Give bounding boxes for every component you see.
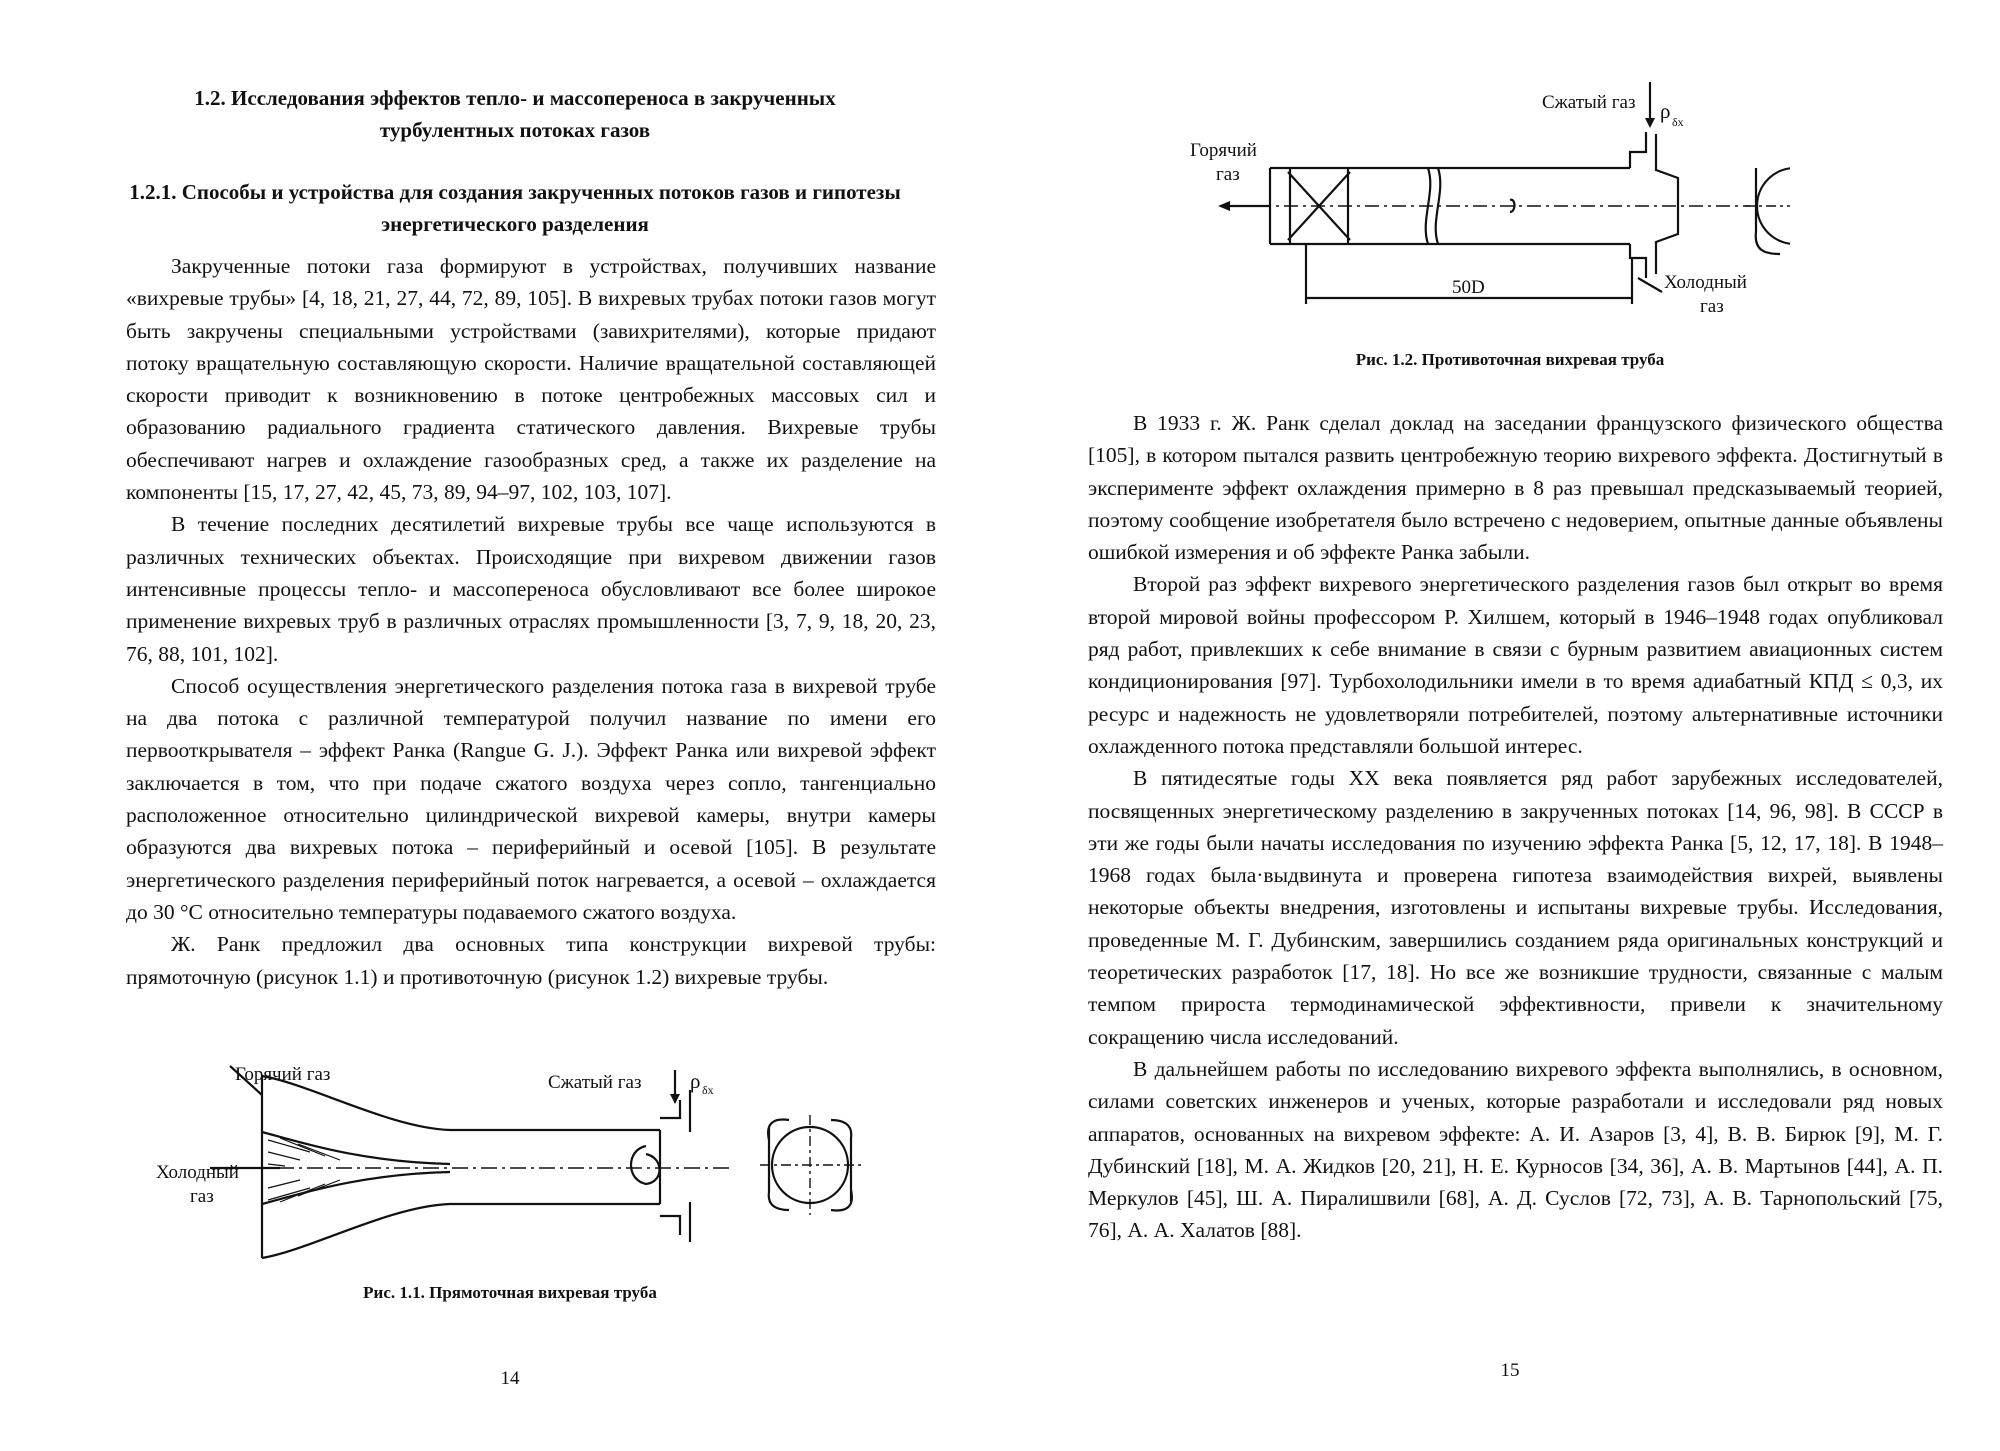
figure-1-1-cross-section — [755, 1110, 875, 1220]
fig2-length-label: 50D — [1452, 277, 1485, 298]
left-body-text — [126, 250, 936, 993]
subsection-title: 1.2.1. Способы и устройства для создания закрученных потоков газов и гипотезы энергетического разделения — [129, 180, 901, 236]
fig1-cold-gas-label: Холодный — [156, 1162, 239, 1183]
fig2-cold-gas-label: Холодный — [1664, 272, 1747, 293]
paragraph: В течение последних десятилетий вихревые трубы все чаще используются в различных технических объектах. Происходящие при вихревом движении газов интенсивные процессы тепло- и массопереноса обусловливают все более широкое применение вихревых труб в различных отраслях промышленности [3, 7, 9, 18, 20, 23, 76, 88, 101, 102]. — [126, 512, 936, 666]
paragraph: В пятидесятые годы XX века появляется ряд работ зарубежных исследователей, посвященных энергетическому разделению в закрученных потоках [14, 96, 98]. В СССР в эти же годы были начаты исследования по изучению эффекта Ранка [5, 12, 17, 18]. В 1948–1968 годах была·выдвинута и проверена гипотеза взаимодействия вихрей, выявлены некоторые объекты внедрения, изготовлены и испытаны вихревые трубы. Исследования, проведенные М. Г. Дубинским, завершились созданием ряда оригинальных конструкций и теоретических разработок [17, 18]. Но все же возникшие трудности, связанные с малым темпом прироста термодинамической эффективности, привели к значительному сокращению числа исследований. — [1088, 766, 1943, 1049]
fig2-compressed-gas-label: Сжатый газ — [1542, 92, 1636, 113]
fig1-compressed-gas-label: Сжатый газ — [548, 1072, 642, 1093]
page-number: 15 — [1500, 1360, 1520, 1381]
paragraph: В дальнейшем работы по исследованию вихревого эффекта выполнялись, в основном, силами советских инженеров и ученых, которые разработали и исследовали ряд новых аппаратов, основанных на вихревом эффекте: А. И. Азаров [3, 4], В. В. Бирюк [9], М. Г. Дубинский [18], М. А. Жидков [20, 21], Н. Е. Курносов [34, 36], А. В. Мартынов [44], А. П. Меркулов [45], Ш. А. Пиралишвили [68], А. Д. Суслов [72, 73], А. В. Тарнопольский [75, 76], А. А. Халатов [88]. — [1088, 1056, 1943, 1243]
figure-1-2-counterflow-vortex-tube — [1190, 82, 1790, 327]
fig1-hot-gas-label: Горячий газ — [235, 1064, 331, 1085]
figure-1-2-caption: Рис. 1.2. Противоточная вихревая труба — [1355, 350, 1665, 369]
figure-1-1-caption: Рис. 1.1. Прямоточная вихревая труба — [363, 1283, 657, 1302]
fig2-hot-gas-label: газ — [1216, 164, 1240, 185]
fig1-cold-gas-label: газ — [190, 1186, 214, 1207]
paragraph: Способ осуществления энергетического разделения потока газа в вихревой трубе на два потока с различной температурой получил название по имени его первооткрывателя – эффект Ранка (Rangue G. J.). Эффект Ранка или вихревой эффект заключается в том, что при подаче сжатого воздуха через сопло, тангенциально расположенное относительно цилиндрической вихревой камеры, внутри камеры образуются два вихревых потока – периферийный и осевой [105]. В результате энергетического разделения периферийный поток нагревается, а осевой – охлаждается до 30 °С относительно температуры подаваемого сжатого воздуха. — [126, 673, 936, 924]
right-page — [1000, 0, 2000, 1451]
paragraph: Ж. Ранк предложил два основных типа конструкции вихревой трубы: прямоточную (рисунок 1.1) и противоточную (рисунок 1.2) вихревые трубы. — [126, 932, 936, 989]
paragraph: В 1933 г. Ж. Ранк сделал доклад на заседании французского физического общества [105], в котором пытался развить центробежную теорию вихревого эффекта. Достигнутый в эксперименте эффект охлаждения примерно в 8 раз превышал предсказываемый теорией, поэтому сообщение изобретателя было встречено с недоверием, опытные данные объявлены ошибкой измерения и об эффекте Ранка забыли. — [1088, 411, 1943, 565]
fig2-pressure-subscript: δх — [1672, 115, 1684, 129]
fig1-pressure-symbol: ρ — [690, 1069, 701, 1093]
fig2-hot-gas-label: Горячий — [1190, 140, 1257, 161]
fig2-pressure-symbol: ρ — [1660, 99, 1671, 123]
paragraph: Закрученные потоки газа формируют в устройствах, получивших название «вихревые трубы» [4, 18, 21, 27, 44, 72, 89, 105]. В вихревых трубах потоки газов могут быть закручены специальными устройствами (завихрителями), которые придают потоку вращательную составляющую скорости. Наличие вращательной составляющей скорости приводит к возникновению в потоке центробежных массовых сил и образованию радиального градиента статического давления. Вихревые трубы обеспечивают нагрев и охлаждение газообразных сред, а также их разделение на компоненты [15, 17, 27, 42, 45, 73, 89, 94–97, 102, 103, 107]. — [126, 254, 936, 505]
paragraph: Второй раз эффект вихревого энергетического разделения газов был открыт во время второй мировой войны профессором Р. Хилшем, который в 1946–1948 годах опубликовал ряд работ, привлекших к себе внимание в связи с бурным развитием авиационных систем кондиционирования [97]. Турбохолодильники имели в то время адиабатный КПД ≤ 0,3, их ресурс и надежность не удовлетворяли потребителей, поэтому альтернативные источники охлажденного потока представляли большой интерес. — [1088, 572, 1943, 758]
section-title: 1.2. Исследования эффектов тепло- и массопереноса в закрученных турбулентных потоках газов — [194, 86, 836, 142]
right-body-text — [1088, 407, 1943, 1247]
figure-1-1-straight-vortex-tube — [150, 1060, 750, 1260]
fig1-pressure-subscript: δх — [702, 1083, 714, 1097]
fig2-cold-gas-label: газ — [1700, 296, 1724, 317]
page-number: 14 — [500, 1368, 520, 1389]
